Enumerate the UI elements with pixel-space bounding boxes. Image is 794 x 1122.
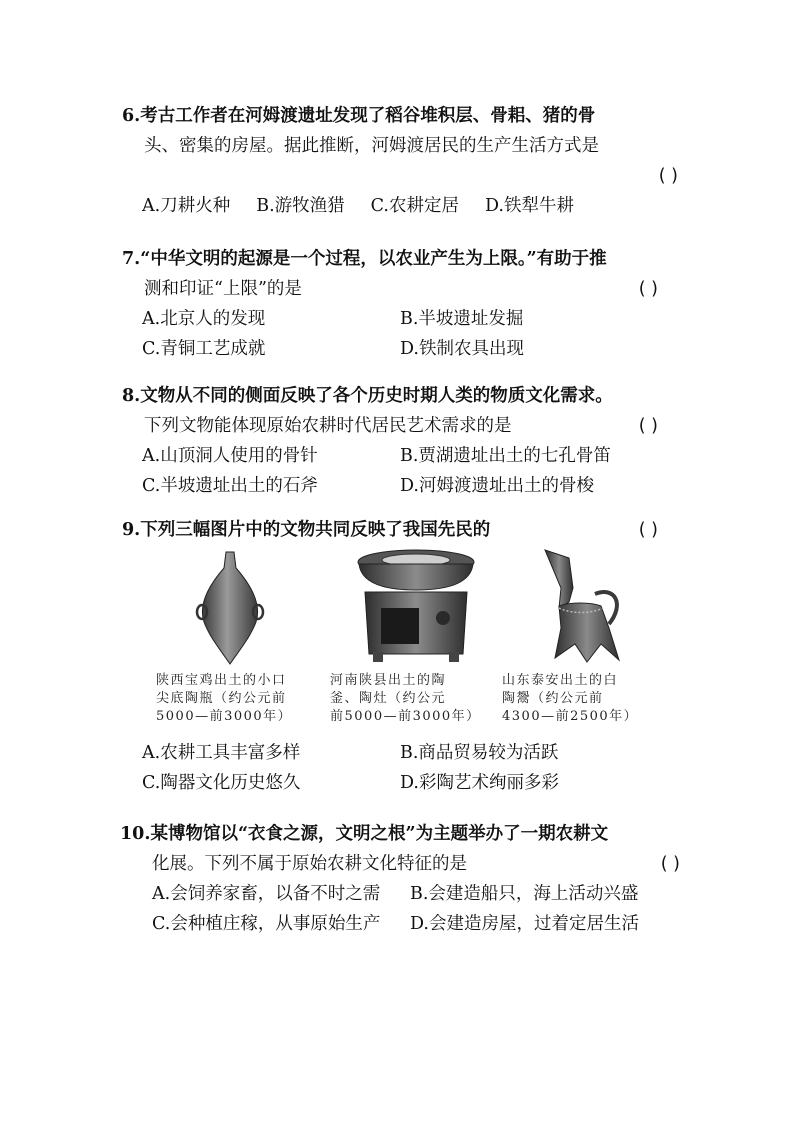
question-6-option-b[interactable]: B.游牧渔猎 bbox=[256, 196, 345, 216]
question-6 bbox=[122, 101, 682, 221]
question-9-options-row2 bbox=[122, 768, 682, 798]
figure-pottery-stove bbox=[330, 548, 496, 726]
question-8-answer-blank[interactable]: ( ) bbox=[638, 416, 658, 436]
question-9-answer-blank[interactable]: ( ) bbox=[638, 520, 658, 540]
figure-white-pottery-gui bbox=[504, 548, 664, 726]
question-9-line1: 9.下列三幅图片中的文物共同反映了我国先民的 bbox=[122, 520, 491, 540]
question-9-option-c[interactable]: C.陶器文化历史悠久 bbox=[142, 773, 301, 793]
question-8-option-a[interactable]: A.山顶洞人使用的骨针 bbox=[142, 446, 318, 466]
question-7 bbox=[122, 244, 682, 364]
question-6-stem bbox=[122, 101, 682, 161]
question-6-line1: 6.考古工作者在河姆渡遗址发现了稻谷堆积层、骨耜、猪的骨 bbox=[122, 106, 596, 126]
question-10-option-d[interactable]: D.会建造房屋，过着定居生活 bbox=[410, 914, 639, 934]
question-9-option-a[interactable]: A.农耕工具丰富多样 bbox=[142, 743, 301, 763]
figure-1-caption-line2: 尖底陶瓶（约公元前 bbox=[156, 691, 287, 706]
pottery-gui-image bbox=[539, 548, 629, 666]
question-6-option-c[interactable]: C.农耕定居 bbox=[370, 196, 459, 216]
question-8-option-b[interactable]: B.贾湖遗址出土的七孔骨笛 bbox=[400, 446, 611, 466]
question-7-answer-blank[interactable]: ( ) bbox=[638, 279, 658, 299]
pointed-bottom-jar-image bbox=[190, 548, 270, 666]
question-7-options-row1 bbox=[122, 304, 682, 334]
figure-2-caption-line3: 前5000—前3000年） bbox=[330, 709, 481, 724]
figure-1-caption-line1: 陕西宝鸡出土的小口 bbox=[156, 673, 287, 688]
question-8-option-d[interactable]: D.河姆渡遗址出土的骨梭 bbox=[400, 476, 594, 496]
figure-3-caption bbox=[502, 672, 664, 726]
figure-2-caption-line1: 河南陕县出土的陶 bbox=[330, 673, 447, 688]
figure-1-caption-line3: 5000—前3000年） bbox=[156, 709, 293, 724]
question-7-options-row2 bbox=[122, 334, 682, 364]
question-8-options-row1 bbox=[122, 441, 682, 471]
question-10-options-row2 bbox=[120, 909, 680, 939]
question-10-line1: 10.某博物馆以“衣食之源，文明之根”为主题举办了一期农耕文 bbox=[120, 824, 609, 844]
question-9-option-d[interactable]: D.彩陶艺术绚丽多彩 bbox=[400, 773, 559, 793]
question-10-answer-blank[interactable]: ( ) bbox=[660, 854, 680, 874]
question-8-stem bbox=[122, 381, 682, 441]
question-8-options-row2 bbox=[122, 471, 682, 501]
question-10-line2: 化展。下列不属于原始农耕文化特征的是 bbox=[152, 854, 467, 874]
question-8-line1: 8.文物从不同的侧面反映了各个历史时期人类的物质文化需求。 bbox=[122, 386, 613, 406]
question-7-line1: 7.“中华文明的起源是一个过程，以农业产生为上限。”有助于推 bbox=[122, 249, 607, 269]
question-10-option-b[interactable]: B.会建造船只，海上活动兴盛 bbox=[410, 884, 639, 904]
question-10-option-a[interactable]: A.会饲养家畜，以备不时之需 bbox=[152, 884, 381, 904]
figure-2-caption-line2: 釜、陶灶（约公元 bbox=[330, 691, 447, 706]
question-9-figures bbox=[150, 548, 670, 738]
question-10-option-c[interactable]: C.会种植庄稼，从事原始生产 bbox=[152, 914, 381, 934]
figure-3-caption-line3: 4300—前2500年） bbox=[502, 709, 639, 724]
question-8-line2: 下列文物能体现原始农耕时代居民艺术需求的是 bbox=[144, 416, 512, 436]
question-6-option-d[interactable]: D.铁犁牛耕 bbox=[484, 196, 574, 216]
question-6-options bbox=[122, 191, 682, 221]
question-7-option-b[interactable]: B.半坡遗址发掘 bbox=[400, 309, 524, 329]
question-8-option-c[interactable]: C.半坡遗址出土的石斧 bbox=[142, 476, 318, 496]
question-7-stem bbox=[122, 244, 682, 304]
figure-3-caption-line1: 山东泰安出土的白 bbox=[502, 673, 619, 688]
figure-pointed-bottom-jar bbox=[150, 548, 310, 726]
question-10-stem bbox=[120, 819, 680, 879]
question-9-option-b[interactable]: B.商品贸易较为活跃 bbox=[400, 743, 559, 763]
question-7-line2: 测和印证“上限”的是 bbox=[144, 279, 302, 299]
question-7-option-c[interactable]: C.青铜工艺成就 bbox=[142, 339, 266, 359]
question-8 bbox=[122, 381, 682, 501]
figure-3-caption-line2: 陶鬶（约公元前 bbox=[502, 691, 604, 706]
question-9-stem bbox=[122, 515, 682, 545]
question-10-options-row1 bbox=[120, 879, 680, 909]
pottery-stove-image bbox=[351, 548, 481, 666]
question-7-option-a[interactable]: A.北京人的发现 bbox=[142, 309, 266, 329]
question-9 bbox=[122, 515, 682, 545]
figure-2-caption bbox=[330, 672, 496, 726]
question-9-options bbox=[122, 738, 682, 798]
question-6-option-a[interactable]: A.刀耕火种 bbox=[142, 196, 231, 216]
question-9-options-row1 bbox=[122, 738, 682, 768]
question-6-line2: 头、密集的房屋。据此推断，河姆渡居民的生产生活方式是 bbox=[144, 136, 599, 156]
question-6-answer-blank[interactable]: ( ) bbox=[658, 166, 678, 186]
question-7-option-d[interactable]: D.铁制农具出现 bbox=[400, 339, 524, 359]
figure-1-caption bbox=[156, 672, 310, 726]
question-10 bbox=[120, 819, 680, 939]
